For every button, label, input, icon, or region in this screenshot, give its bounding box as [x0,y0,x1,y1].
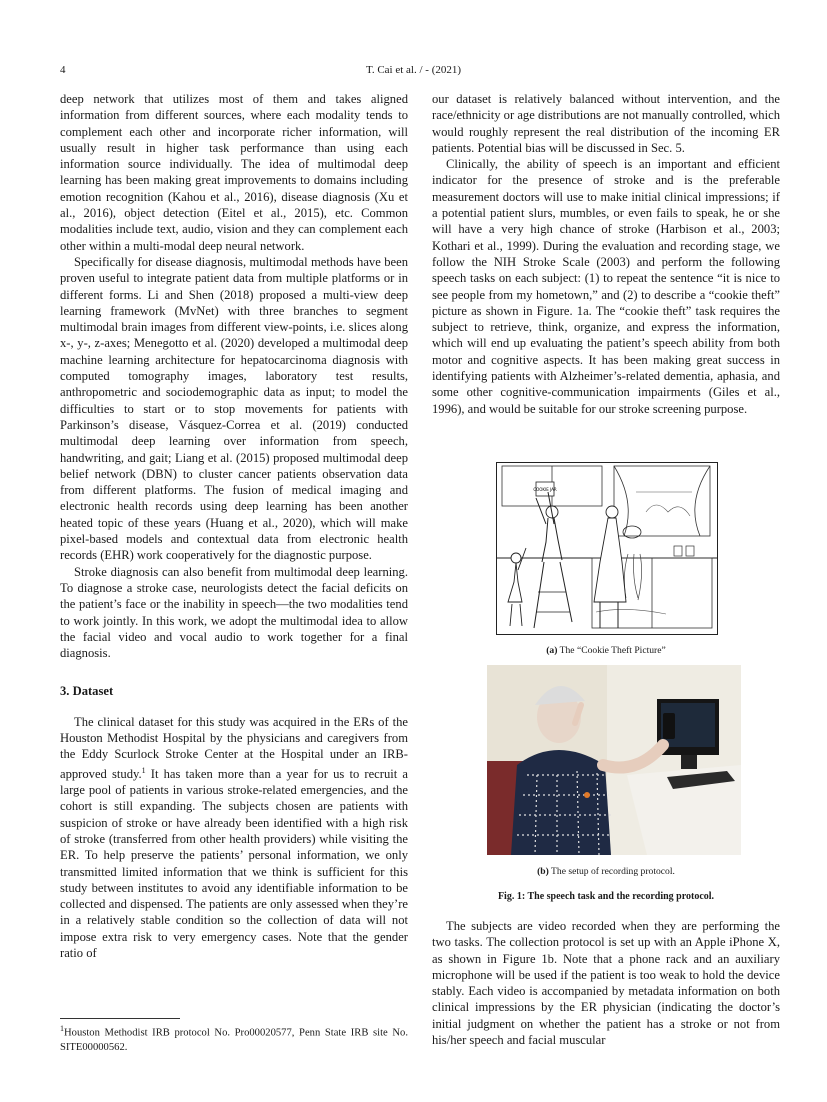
right-column-bottom [432,918,780,1048]
footnote [60,1022,408,1055]
right-column-top [432,91,780,417]
footnote-mark: 1 [60,1024,64,1033]
paragraph: The subjects are video recorded when they are performing the two tasks. The collection protocol is set up with an Apple iPhone X, as shown in Figure 1b. Note that a phone rack and an auxiliary microphone will be used if the patient is too weak to hold the device stably. Each video is accompanied by metadata information on both clinical impressions by the ER physician (indicating the doctor’s initial judgment on whether the patient has a stroke or not from his/her speech and facial muscular [432,919,780,1048]
footnote-text: Houston Methodist IRB protocol No. Pro00020577, Penn State IRB site No. SITE00000562. [60,1027,408,1053]
subcaption-b: (b) The setup of recording protocol. [537,866,675,877]
footnote-ref[interactable]: 1 [141,765,146,775]
paragraph: Stroke diagnosis can also benefit from multimodal deep learning. To diagnose a stroke case, neurologists detect the facial deficits on the patient’s face or the inability in speech—the two modalities tend to work jointly. In this work, we adopt the multimodal idea to allow the facial video and vocal audio to work together for a final diagnosis. [60,564,408,661]
cookie-theft-picture [496,462,718,635]
footnote-rule [60,1018,180,1019]
paragraph: Specifically for disease diagnosis, multimodal methods have been proven useful to integrate patient data from multiple platforms or in different forms. Li and Shen (2018) proposed a multi-view deep learning framework (MvNet) with three branches to segment multimodal brain images from different view-points, i.e. slices along x-, y-, z-axes; Menegotto et al. (2020) developed a multimodal deep machine learning architecture for hepatocarcinoma diagnosis with computed tomography images, laboratory test results, anthropometric and sociodemographic data as input; to model the difficulties to start or to stop movements for patients with Parkinson’s disease, Vásquez-Correa et al. (2019) conducted multimodal deep learning over information from speech, handwriting, and gait; Liang et al. (2015) proposed multimodal deep belief network (DBN) to cluster cancer patients observation data from different platforms. The fusion of medical imaging and electronic health records using deep learning has been another heated topic of these years (Huang et al., 2020), which will make pixel-based models and contextual data from electronic health records (EHR) work cooperatively for the diagnostic purpose. [60,254,408,563]
running-header [60,64,767,80]
paragraph: our dataset is relatively balanced without intervention, and the race/ethnicity or age distributions are not manually controlled, which would roughly represent the real distribution of the incoming ER patients. Potential bias will be discussed in Sec. 5. [432,92,780,155]
page-number: 4 [60,64,66,76]
recording-setup-image [487,665,741,855]
paragraph: deep network that utilizes most of them and takes aligned information from different sources, where each modality tends to complement each other and incorporate richer information, will usually result in higher task performance than using each information source individually. The idea of multimodal deep learning has been making great improvements to domains including emotion recognition (Kahou et al., 2016), disease diagnosis (Xu et al., 2016), object detection (Eitel et al., 2015), etc. Common modalities include text, audio, vision and they can complement each other within a multi-modal deep neural network. [60,92,408,253]
subcaption-a: (a) The “Cookie Theft Picture” [546,645,666,656]
section-heading: 3. Dataset [60,684,114,699]
paragraph: The clinical dataset for this study was acquired in the ERs of the Houston Methodist Hospital by the physicians and caregivers from the Eddy Scurlock Stroke Center at the Hospital under an IRB-approved study.$^1$ It has taken more than a year for us to recruit a large pool of patients in various stroke-related emergencies, and the cohort is still expanding. The subjects chosen are patients with suspicion of stroke or have already been identified with a high risk of stroke (transferred from other health providers) while visiting the ER. To help preserve the patients’ personal information, we only transmitted limited information that we think is sufficient for this study between institutes to avoid any identifiable information to be collected and dispensed. The patients are only assessed when they’re in a relatively stable condition so the collection of data will not impose extra risk to very emergency cases. Note that the gender ratio of [60,714,408,961]
left-column [60,91,408,961]
paragraph: Clinically, the ability of speech is an important and efficient indicator for the presence of stroke and is the preferable measurement doctors will use to make initial clinical impressions; if a potential patient slurs, mumbles, or even fails to speak, he or she will have a very high chance of stroke (Harbison et al., 2003; Kothari et al., 1999). During the evaluation and recording stage, we follow the NIH Stroke Scale (2003) and perform the following speech tasks on each subject: (1) to repeat the sentence “it is nice to see people from my hometown,” and (2) to describe a “cookie theft” picture as shown in Figure. 1a. The “cookie theft” task requires the subject to retrieve, think, organize, and express the information, which will end up evaluating the patient’s speech ability from both motor and cognitive aspects. It has been making great success in identifying patients with Alzheimer’s-related dementia, aphasia, and some other cognitive-communication impairments (Giles et al., 1996), and would be suitable for our stroke screening purpose. [432,157,780,416]
recording-setup-photo [487,665,741,855]
cookie-jar-label: COOKIE JAR [533,487,557,492]
running-head-title: T. Cai et al. / - (2021) [365,64,462,76]
cookie-theft-drawing [496,462,718,635]
figure-caption: Fig. 1: The speech task and the recording protocol. [497,891,715,902]
